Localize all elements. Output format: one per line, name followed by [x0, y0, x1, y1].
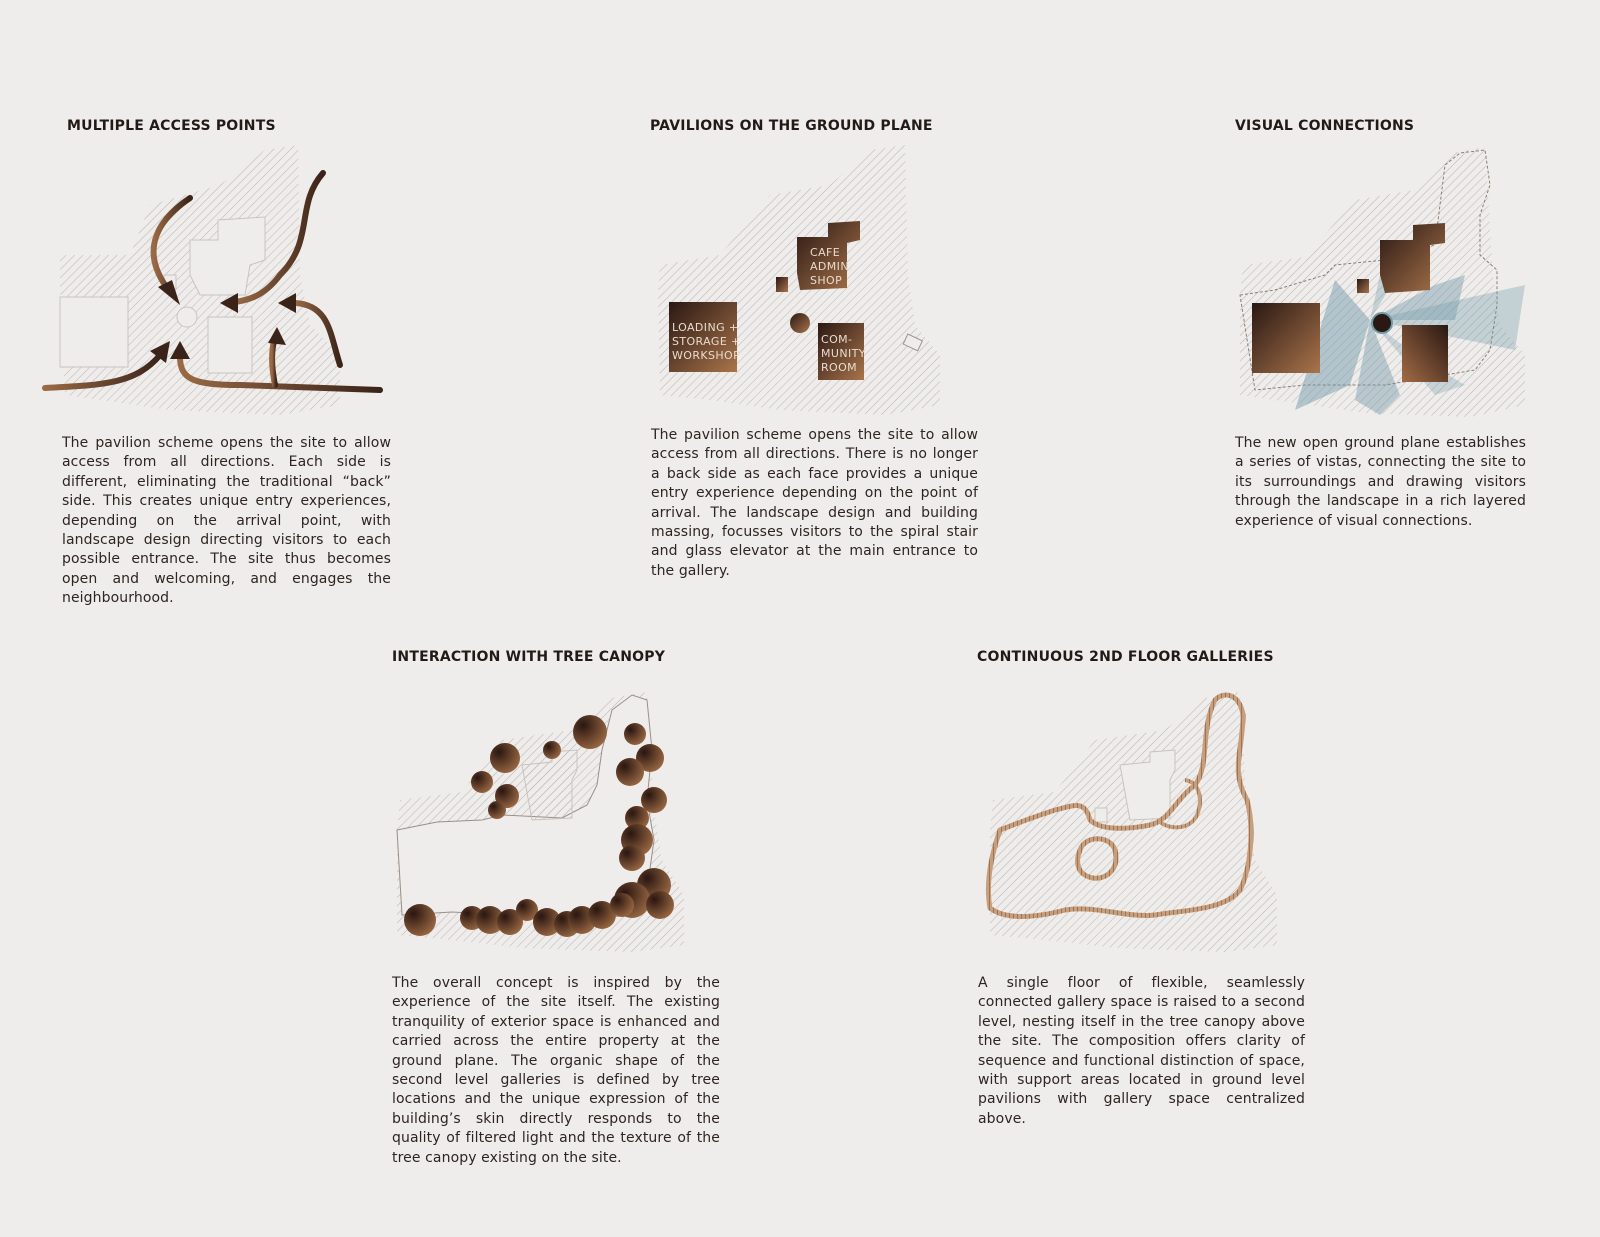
tree-circle	[490, 743, 520, 773]
panel-title-visual: VISUAL CONNECTIONS	[1235, 118, 1415, 134]
stair-circle	[177, 307, 197, 327]
label-loading-2: STORAGE +	[672, 335, 741, 348]
panel-title-canopy: INTERACTION WITH TREE CANOPY	[392, 649, 666, 665]
label-cafe-3: SHOP	[810, 274, 843, 287]
stair-circle	[790, 313, 810, 333]
tree-circle	[624, 723, 646, 745]
label-community-2: MUNITY	[821, 347, 866, 360]
label-community-1: COM-	[821, 333, 853, 346]
stair-circle	[1372, 313, 1392, 333]
tree-circle	[646, 891, 674, 919]
panel-text-visual: The new open ground plane establishes a series of vistas, connecting the site to its surroundings and drawing visitors through the landscape in a rich layered experience of visual connections.	[1235, 435, 1526, 529]
tree-circle	[616, 758, 644, 786]
panel-text-access: The pavilion scheme opens the site to allow access from all directions. Each side is different, eliminating the traditional “back” side. This creates unique entry experiences, depending on the arrival point, with landscape design directing visitors to each possible entrance. The site thus becomes open and welcoming, and engages the neighbourhood.	[62, 435, 391, 607]
galleries-diagram	[985, 690, 1295, 970]
label-community-3: ROOM	[821, 361, 858, 374]
tree-circle	[543, 741, 561, 759]
panel-title-pavilions: PAVILIONS ON THE GROUND PLANE	[650, 118, 933, 134]
tree-circle	[404, 904, 436, 936]
canopy-diagram	[392, 690, 702, 970]
tree-circle	[619, 845, 645, 871]
panel-text-canopy: The overall concept is inspired by the experience of the site itself. The existing tranquility of exterior space is enhanced and carried across the entire property at the ground plane. The organic shape of the second level galleries is defined by tree locations and the unique expression of the building’s skin directly responds to the quality of filtered light and the texture of the tree canopy existing on the site.	[392, 975, 720, 1166]
pavilion-center	[208, 317, 252, 373]
tree-circle	[573, 715, 607, 749]
label-loading-3: WORKSHOP	[672, 349, 741, 362]
tree-circle	[488, 801, 506, 819]
panel-text-galleries: A single floor of flexible, seamlessly connected gallery space is raised to a second level, nesting itself in the tree canopy above the site. The composition offers clarity of sequence and functional distinction of space, with support areas located in ground level pavilions with gallery space centralized above.	[978, 975, 1305, 1127]
label-loading-1: LOADING +	[672, 321, 739, 334]
label-cafe-1: CAFE	[810, 246, 841, 259]
pavilion-community	[1402, 325, 1448, 382]
pavilion-loading	[1252, 303, 1320, 373]
pavilion-left	[60, 297, 128, 367]
tree-circle	[471, 771, 493, 793]
panel-text-pavilions: The pavilion scheme opens the site to allow access from all directions. There is no longer a back side as each face provides a unique entry experience depending on the point of arrival. The landscape design and building massing, focusses visitors to the spiral stair and glass elevator at the main entrance to the gallery.	[651, 427, 978, 579]
panel-title-access: MULTIPLE ACCESS POINTS	[67, 118, 276, 134]
label-cafe-2: ADMIN.	[810, 260, 853, 273]
visual-diagram	[1235, 145, 1535, 435]
tree-circle	[610, 893, 634, 917]
pavilions-diagram	[650, 145, 950, 425]
panel-title-galleries: CONTINUOUS 2ND FLOOR GALLERIES	[977, 649, 1274, 665]
access-diagram	[40, 145, 400, 425]
